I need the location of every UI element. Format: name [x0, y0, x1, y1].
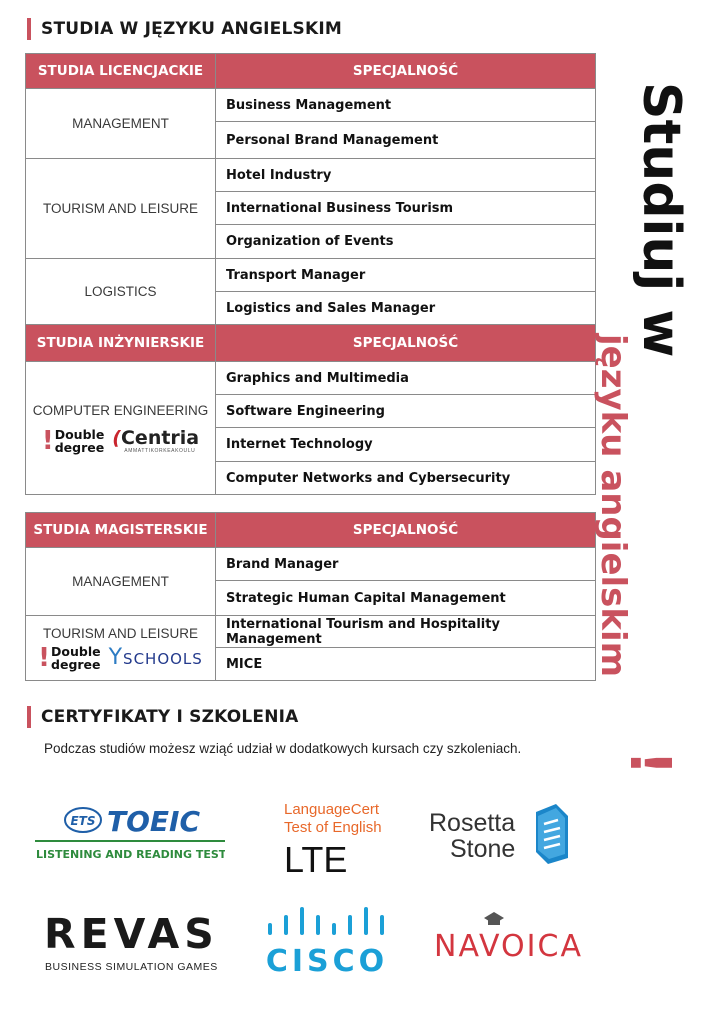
spec-item: Software Engineering	[216, 395, 596, 428]
double-degree-centria	[30, 425, 211, 456]
rosetta-stone-icon	[536, 804, 568, 864]
revas-name: REVAS	[44, 910, 219, 958]
slogan-line1: Studiuj w	[631, 82, 691, 358]
yschools-logo: YSCHOOLS	[108, 645, 203, 670]
languagecert-line1: LanguageCert	[284, 801, 380, 818]
slogan-line2: języku angielskim	[593, 334, 633, 678]
double-degree-logo	[38, 642, 101, 673]
master-header-level: STUDIA MAGISTERSKIE	[26, 513, 216, 548]
spec-item: Personal Brand Management	[216, 122, 596, 159]
master-table	[25, 512, 596, 681]
dd-line1: Double	[54, 426, 105, 442]
spec-item: Computer Networks and Cybersecurity	[216, 462, 596, 495]
spec-item: Strategic Human Capital Management	[216, 581, 596, 616]
certs-title: CERTYFIKATY I SZKOLENIA	[41, 707, 299, 727]
page-title: STUDIA W JĘZYKU ANGIELSKIM	[41, 19, 342, 39]
yschools-name: SCHOOLS	[123, 650, 203, 668]
certs-heading	[27, 706, 299, 728]
revas-tagline: BUSINESS SIMULATION GAMES	[45, 961, 218, 973]
spec-item: Business Management	[216, 89, 596, 122]
spec-item: Logistics and Sales Manager	[216, 292, 596, 325]
spec-item: Transport Manager	[216, 259, 596, 292]
languagecert-code: LTE	[284, 839, 348, 878]
spec-item: MICE	[216, 648, 596, 681]
languagecert-logo	[282, 798, 392, 878]
engineering-header-specialty: SPECJALNOŚĆ	[216, 325, 596, 362]
languagecert-line2: Test of English	[284, 819, 382, 836]
main-heading	[27, 18, 342, 40]
cisco-name: CISCO	[265, 944, 389, 975]
slogan-mark: !	[617, 750, 682, 776]
toeic-tagline: LISTENING AND READING TEST	[36, 848, 225, 861]
field-management: MANAGEMENT	[26, 89, 216, 159]
navoica-logo	[432, 908, 612, 970]
field-computer-engineering	[26, 362, 216, 495]
graduation-cap-icon	[484, 912, 504, 925]
double-degree-yschools	[30, 642, 211, 673]
bachelor-header-level: STUDIA LICENCJACKIE	[26, 54, 216, 89]
double-degree-logo	[41, 425, 105, 456]
navoica-name: NAVOICA	[434, 929, 583, 964]
rosetta-line1: Rosetta	[429, 809, 516, 837]
certs-intro: Podczas studiów możesz wziąć udział w dodatkowych kursach czy szkoleniach.	[44, 741, 522, 756]
vertical-slogan-svg	[590, 80, 710, 780]
field-tourism-label: TOURISM AND LEISURE	[42, 625, 199, 641]
cisco-logo	[265, 905, 393, 975]
spec-item: Internet Technology	[216, 428, 596, 462]
bachelor-table	[25, 53, 596, 495]
exclamation-icon: !	[38, 642, 51, 673]
spec-item: International Business Tourism	[216, 192, 596, 225]
bachelor-header-specialty: SPECJALNOŚĆ	[216, 54, 596, 89]
toeic-logo	[35, 803, 225, 865]
centria-subtitle: AMMATTIKORKEAKOULU	[124, 447, 196, 454]
dd-line2: degree	[51, 656, 101, 672]
centria-name: Centria	[120, 426, 200, 449]
field-management: MANAGEMENT	[26, 548, 216, 616]
field-tourism	[26, 616, 216, 681]
field-logistics: LOGISTICS	[26, 259, 216, 325]
field-computer-engineering-label: COMPUTER ENGINEERING	[32, 402, 209, 418]
rosetta-stone-logo	[428, 802, 578, 866]
centria-logo: (Centria AMMATTIKORKEAKOULU	[112, 426, 200, 454]
cisco-bars-icon	[268, 907, 384, 935]
spec-item: Brand Manager	[216, 548, 596, 581]
dd-line1: Double	[51, 643, 101, 659]
spec-item: Hotel Industry	[216, 159, 596, 192]
master-header-specialty: SPECJALNOŚĆ	[216, 513, 596, 548]
exclamation-icon: !	[41, 425, 54, 456]
engineering-header-level: STUDIA INŻYNIERSKIE	[26, 325, 216, 362]
spec-item: Graphics and Multimedia	[216, 362, 596, 395]
field-tourism: TOURISM AND LEISURE	[26, 159, 216, 259]
revas-logo	[44, 908, 224, 974]
rosetta-line2: Stone	[450, 835, 516, 863]
heading-accent-bar	[27, 18, 31, 40]
spec-item: International Tourism and Hospitality Management	[216, 616, 596, 648]
vertical-slogan	[590, 80, 710, 780]
toeic-ets: ETS	[70, 814, 96, 828]
spec-item: Organization of Events	[216, 225, 596, 259]
dd-line2: degree	[54, 439, 105, 455]
toeic-name: TOEIC	[107, 805, 200, 838]
heading-accent-bar	[27, 706, 31, 728]
